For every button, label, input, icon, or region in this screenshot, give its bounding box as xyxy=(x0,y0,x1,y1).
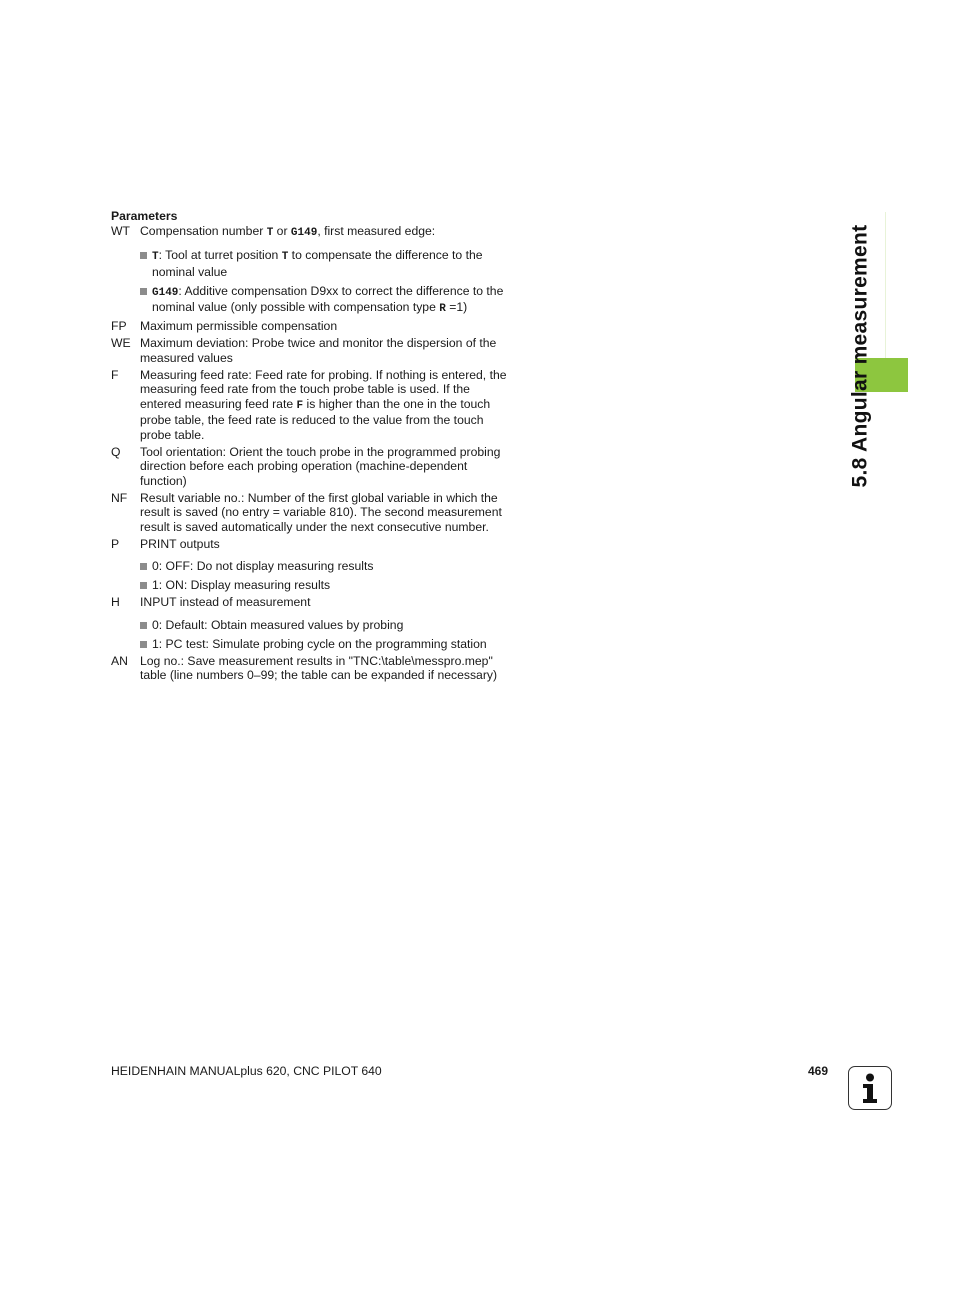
list-item-text: 0: Default: Obtain measured values by probing xyxy=(152,617,404,632)
param-description: Tool orientation: Orient the touch probe in the programmed probing direction before each probing operation (machine-dependent function) xyxy=(140,444,501,488)
desc-text: , first measured edge: xyxy=(317,223,436,238)
param-code: FP xyxy=(111,319,127,333)
param-wt xyxy=(111,224,511,241)
desc-text: Compensation number xyxy=(140,223,267,238)
param-code: AN xyxy=(111,653,128,668)
code-token: G149 xyxy=(290,226,318,239)
page-number: 469 xyxy=(808,1064,829,1078)
param-q xyxy=(111,445,511,489)
param-we xyxy=(111,336,511,365)
square-bullet-icon xyxy=(140,559,152,574)
param-code: NF xyxy=(111,490,128,505)
param-code: F xyxy=(111,367,119,382)
param-f xyxy=(111,368,511,443)
list-item-text: 1: ON: Display measuring results xyxy=(152,578,331,592)
list-item xyxy=(140,284,511,317)
list-item xyxy=(140,248,511,279)
list-item-text: G149: Additive compensation D9xx to correct the difference to the nominal value (only possible with compensation type R =1) xyxy=(152,283,504,315)
list-item xyxy=(140,559,511,574)
param-description: INPUT instead of measurement xyxy=(140,595,311,609)
code-token: T xyxy=(266,226,274,239)
info-icon xyxy=(848,1066,892,1110)
list-item-text: 1: PC test: Simulate probing cycle on the programming station xyxy=(152,636,487,651)
h-options xyxy=(140,618,511,652)
p-options xyxy=(140,559,511,593)
square-bullet-icon xyxy=(140,637,152,652)
param-code: WT xyxy=(111,223,130,238)
side-section-title-text: 5.8 Angular measurement xyxy=(848,224,872,488)
param-code: Q xyxy=(111,444,121,459)
param-description: Maximum permissible compensation xyxy=(140,319,338,333)
param-an xyxy=(111,654,511,683)
param-code: P xyxy=(111,536,120,551)
param-description xyxy=(140,224,511,241)
param-code: H xyxy=(111,595,120,609)
square-bullet-icon xyxy=(140,284,152,299)
side-divider xyxy=(885,212,886,358)
wt-options xyxy=(140,248,511,317)
parameters-section xyxy=(111,209,511,683)
parameters-heading: Parameters xyxy=(111,209,178,223)
list-item xyxy=(140,578,511,593)
square-bullet-icon xyxy=(140,578,152,593)
list-item xyxy=(140,618,511,633)
list-item-text: 0: OFF: Do not display measuring results xyxy=(152,559,374,573)
param-description: PRINT outputs xyxy=(140,536,220,551)
list-item xyxy=(140,637,511,652)
param-description: Maximum deviation: Probe twice and monitor the dispersion of the measured values xyxy=(140,336,497,365)
list-item-text: T: Tool at turret position T to compensate the difference to the nominal value xyxy=(152,248,483,279)
square-bullet-icon xyxy=(140,618,152,633)
footer-manual-title: HEIDENHAIN MANUALplus 620, CNC PILOT 640 xyxy=(111,1064,382,1078)
param-description: Log no.: Save measurement results in "TNC:\table\messpro.mep" table (line numbers 0–99; the table can be expanded if necessary) xyxy=(140,653,498,682)
param-nf xyxy=(111,491,511,535)
square-bullet-icon xyxy=(140,248,152,263)
param-description: Measuring feed rate: Feed rate for probing. If nothing is entered, the measuring feed rate from the touch probe table is used. If the entered measuring feed rate F is higher than the one in the touch probe table, the feed rate is reduced to the value from the touch probe table. xyxy=(140,367,507,442)
side-section-title xyxy=(835,215,885,497)
param-fp xyxy=(111,319,511,334)
param-description: Result variable no.: Number of the first global variable in which the result is saved (no entry = variable 810). The second measurement result is saved automatically under the next consecutive number. xyxy=(140,490,502,534)
param-code: WE xyxy=(111,336,131,350)
desc-text: or xyxy=(273,223,291,238)
param-p xyxy=(111,537,511,552)
param-h xyxy=(111,595,511,610)
